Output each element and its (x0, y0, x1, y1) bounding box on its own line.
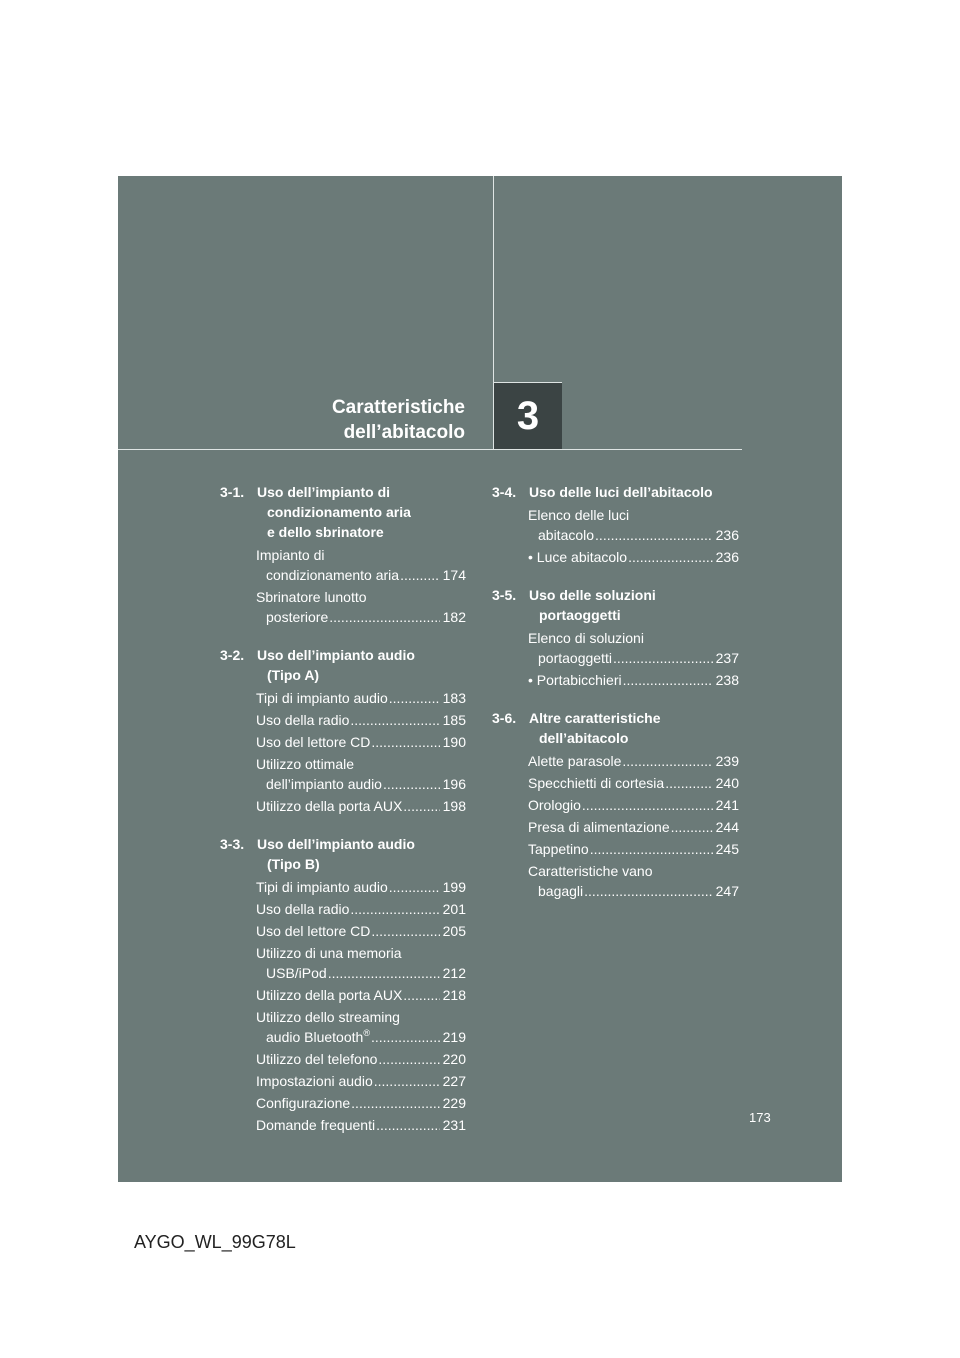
toc-entry (492, 839, 739, 859)
entry-title (528, 839, 589, 859)
entry-title-text: Uso della radio (256, 712, 350, 728)
entry-page-number: 236 (715, 527, 739, 543)
entry-title-text: Specchietti di cortesia (528, 775, 665, 791)
section-title-line: portaoggetti (539, 607, 621, 623)
entry-title-text: Alette parasole (528, 753, 622, 769)
dot-leader (376, 1115, 440, 1135)
entry-title (256, 1071, 373, 1091)
dot-leader (371, 921, 439, 941)
chapter-title-line1: Caratteristiche (331, 397, 465, 418)
entry-title (528, 547, 627, 567)
toc-entry (220, 985, 466, 1005)
section-heading (220, 834, 466, 874)
entry-line (256, 1071, 466, 1091)
entry-line (256, 607, 466, 627)
toc-entry (220, 877, 466, 897)
toc-section (492, 708, 739, 901)
entry-title (528, 795, 581, 815)
toc-section (492, 482, 739, 567)
toc-column-left (220, 482, 466, 1153)
section-title (529, 482, 739, 502)
toc-entry (492, 817, 739, 837)
entry-title-text: Utilizzo della porta AUX (256, 798, 403, 814)
toc-entry (492, 628, 739, 668)
dot-leader (628, 547, 713, 567)
entry-line (528, 839, 739, 859)
dot-leader (371, 732, 439, 752)
dot-leader (623, 670, 713, 690)
toc-entry (220, 1115, 466, 1135)
toc-entry (220, 688, 466, 708)
entry-title-text: Utilizzo della porta AUX (256, 987, 403, 1003)
entry-line (256, 796, 466, 816)
toc-entry (220, 732, 466, 752)
toc-section (492, 585, 739, 690)
registered-mark: ® (363, 1028, 370, 1038)
dot-leader (350, 899, 439, 919)
entry-title-line: Elenco delle luci (528, 507, 630, 523)
section-number: 3-6. (492, 710, 517, 726)
toc-entry (492, 505, 739, 545)
toc-section (220, 482, 466, 627)
entry-title-text: dell’impianto audio (266, 776, 382, 792)
entry-title (528, 817, 670, 837)
entry-line (256, 1115, 466, 1135)
entry-title-line: Impianto di (256, 547, 325, 563)
dot-leader (400, 565, 440, 585)
dot-leader (350, 710, 439, 730)
toc-entry (220, 1049, 466, 1069)
chapter-number: 3 (516, 393, 540, 438)
entry-title-text: • Luce abitacolo (528, 549, 628, 565)
entry-title-line: Utilizzo ottimale (256, 756, 355, 772)
entry-title (528, 773, 664, 793)
entry-page-number: 199 (442, 879, 466, 895)
dot-leader (389, 877, 440, 897)
entry-line (528, 547, 739, 567)
toc-entry (220, 545, 466, 585)
entry-line (528, 795, 739, 815)
toc-entry (220, 899, 466, 919)
section-heading (492, 708, 739, 748)
section-title (529, 708, 739, 748)
section-number: 3-3. (220, 836, 245, 852)
entry-page-number: 241 (715, 797, 739, 813)
entry-title (256, 921, 370, 941)
dot-leader (329, 607, 439, 627)
entry-line (256, 963, 466, 983)
entry-title-text: Orologio (528, 797, 581, 813)
entry-line (256, 877, 466, 897)
section-title-line: dell’abitacolo (539, 730, 629, 746)
dot-leader (613, 648, 713, 668)
entry-title-text: audio Bluetooth (266, 1029, 364, 1045)
entry-page-number: 205 (442, 923, 466, 939)
toc-entry (492, 670, 739, 690)
entry-page-number: 238 (715, 672, 739, 688)
entry-title (256, 710, 349, 730)
entry-title (538, 525, 594, 545)
entry-line (256, 688, 466, 708)
dot-leader (378, 1049, 439, 1069)
entry-title-text: posteriore (266, 609, 329, 625)
toc-entry (220, 754, 466, 794)
toc-column-right (492, 482, 739, 919)
entry-title-text: abitacolo (538, 527, 595, 543)
entry-line (256, 774, 466, 794)
section-title (257, 645, 466, 685)
entry-page-number: 196 (442, 776, 466, 792)
entry-page-number: 183 (442, 690, 466, 706)
entry-line (256, 985, 466, 1005)
entry-title (256, 732, 370, 752)
dot-leader (351, 1093, 439, 1113)
dot-leader (584, 881, 712, 901)
entry-title-text: • Portabicchieri (528, 672, 622, 688)
section-number: 3-4. (492, 484, 517, 500)
entry-title (538, 881, 583, 901)
entry-line (528, 773, 739, 793)
entry-title (256, 1049, 377, 1069)
section-title-line: e dello sbrinatore (267, 524, 384, 540)
entry-line (256, 1049, 466, 1069)
entry-title-text: Utilizzo del telefono (256, 1051, 378, 1067)
section-title (529, 585, 739, 625)
dot-leader (590, 839, 713, 859)
entry-title-line: Sbrinatore lunotto (256, 589, 367, 605)
section-heading (220, 482, 466, 542)
chapter-title (332, 395, 465, 445)
dot-leader (389, 688, 440, 708)
entry-title-text: Presa di alimentazione (528, 819, 670, 835)
entry-line (528, 670, 739, 690)
entry-title (266, 774, 382, 794)
entry-title-text: Uso del lettore CD (256, 734, 371, 750)
section-number: 3-5. (492, 587, 517, 603)
entry-title (528, 670, 622, 690)
entry-title-text: Tappetino (528, 841, 589, 857)
entry-page-number: 174 (442, 567, 466, 583)
entry-line (528, 525, 739, 545)
section-title-line: Altre caratteristiche (529, 710, 661, 726)
entry-page-number: 212 (442, 965, 466, 981)
section-heading (492, 482, 739, 502)
entry-title-text: Tipi di impianto audio (256, 690, 388, 706)
entry-title (256, 1093, 350, 1113)
entry-title-line: Caratteristiche vano (528, 863, 653, 879)
entry-title (256, 899, 349, 919)
entry-title (256, 796, 402, 816)
section-title (257, 834, 466, 874)
entry-page-number: 244 (715, 819, 739, 835)
toc-entry (220, 796, 466, 816)
toc-section (220, 645, 466, 816)
section-title-line: (Tipo A) (267, 667, 320, 683)
section-number: 3-1. (220, 484, 245, 500)
entry-line (256, 565, 466, 585)
dot-leader (328, 963, 440, 983)
toc-entry (492, 861, 739, 901)
entry-page-number: 198 (442, 798, 466, 814)
entry-page-number: 219 (442, 1029, 466, 1045)
entry-page-number: 227 (442, 1073, 466, 1089)
dot-leader (374, 1071, 440, 1091)
entry-page-number: 218 (442, 987, 466, 1003)
section-title-line: Uso delle luci dell’abitacolo (529, 484, 713, 500)
dot-leader (665, 773, 712, 793)
entry-title (256, 877, 388, 897)
entry-page-number: 220 (442, 1051, 466, 1067)
entry-page-number: 182 (442, 609, 466, 625)
entry-line (256, 1093, 466, 1113)
entry-title (266, 963, 327, 983)
entry-title-text: bagagli (538, 883, 584, 899)
entry-page-number: 245 (715, 841, 739, 857)
entry-title (266, 565, 399, 585)
dot-leader (595, 525, 713, 545)
entry-title (266, 607, 328, 627)
entry-page-number: 240 (715, 775, 739, 791)
entry-title-text: Domande frequenti (256, 1117, 376, 1133)
entry-line (256, 899, 466, 919)
entry-title (256, 1115, 375, 1135)
entry-page-number: 236 (715, 549, 739, 565)
dot-leader (671, 817, 713, 837)
section-title (257, 482, 466, 542)
chapter-title-line2: dell’abitacolo (343, 422, 465, 443)
section-title-line: condizionamento aria (267, 504, 411, 520)
entry-page-number: 239 (715, 753, 739, 769)
entry-line (256, 921, 466, 941)
entry-line (528, 881, 739, 901)
chapter-number-tab (493, 382, 562, 449)
dot-leader (403, 796, 439, 816)
toc-entry (492, 773, 739, 793)
entry-title-text: Impostazioni audio (256, 1073, 373, 1089)
entry-line (256, 732, 466, 752)
dot-leader (371, 1027, 440, 1047)
section-number: 3-2. (220, 647, 245, 663)
toc-entry (492, 795, 739, 815)
entry-title-text: Configurazione (256, 1095, 351, 1111)
entry-title-text: Tipi di impianto audio (256, 879, 388, 895)
toc-entry (220, 1093, 466, 1113)
toc-section (220, 834, 466, 1135)
dot-leader (403, 985, 439, 1005)
entry-line (528, 817, 739, 837)
entry-page-number: 229 (442, 1095, 466, 1111)
entry-title-text: Uso del lettore CD (256, 923, 371, 939)
entry-line (256, 710, 466, 730)
toc-entry (492, 547, 739, 567)
entry-line (528, 751, 739, 771)
entry-page-number: 231 (442, 1117, 466, 1133)
dot-leader (622, 751, 712, 771)
entry-title-line: Utilizzo dello streaming (256, 1009, 400, 1025)
entry-title (528, 751, 621, 771)
entry-title (256, 985, 402, 1005)
entry-title-text: USB/iPod (266, 965, 327, 981)
toc-entry (220, 1071, 466, 1091)
section-heading (220, 645, 466, 685)
entry-page-number: 237 (715, 650, 739, 666)
toc-entry (220, 1007, 466, 1047)
entry-title-text: Uso della radio (256, 901, 350, 917)
entry-title-line: Utilizzo di una memoria (256, 945, 402, 961)
toc-entry (220, 921, 466, 941)
entry-title (266, 1027, 370, 1047)
toc-entry (220, 943, 466, 983)
entry-title-text: condizionamento aria (266, 567, 400, 583)
divider-vertical (493, 176, 494, 382)
section-title-line: Uso dell’impianto audio (257, 647, 415, 663)
entry-page-number: 247 (715, 883, 739, 899)
section-title-line: Uso delle soluzioni (529, 587, 656, 603)
divider-horizontal (118, 449, 742, 450)
dot-leader (383, 774, 440, 794)
entry-line (528, 648, 739, 668)
entry-title (256, 688, 388, 708)
section-title-line: Uso dell’impianto audio (257, 836, 415, 852)
section-title-line: (Tipo B) (267, 856, 320, 872)
document-code: AYGO_WL_99G78L (134, 1232, 296, 1252)
entry-line (256, 1027, 466, 1047)
section-heading (492, 585, 739, 625)
entry-title-line: Elenco di soluzioni (528, 630, 644, 646)
toc-entry (220, 587, 466, 627)
toc-entry (492, 751, 739, 771)
toc-entry (220, 710, 466, 730)
dot-leader (582, 795, 713, 815)
section-title-line: Uso dell’impianto di (257, 484, 391, 500)
entry-title-text: portaoggetti (538, 650, 612, 666)
entry-page-number: 201 (442, 901, 466, 917)
page-number: 173 (749, 1110, 771, 1125)
entry-page-number: 185 (442, 712, 466, 728)
entry-title (538, 648, 612, 668)
entry-page-number: 190 (442, 734, 466, 750)
